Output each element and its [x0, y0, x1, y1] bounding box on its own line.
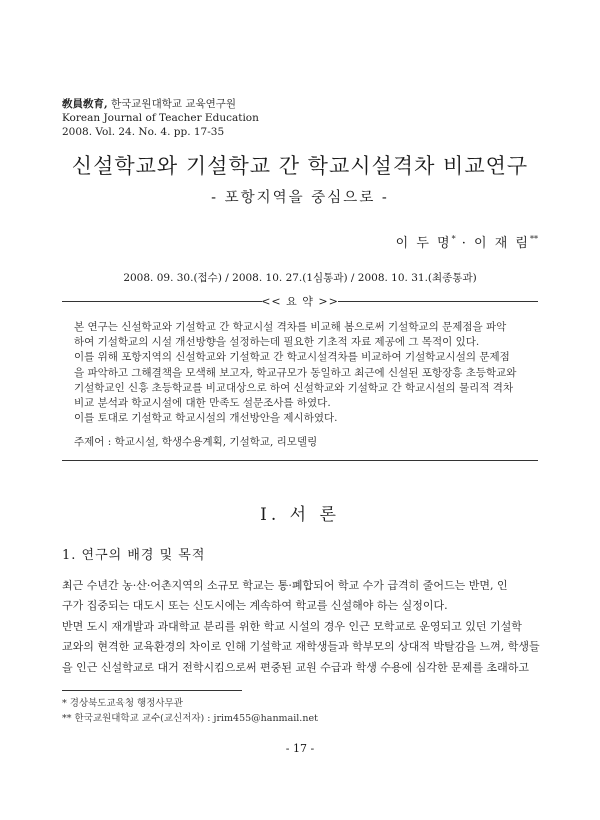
author-2-mark: ** — [530, 234, 538, 244]
section-title: Ⅰ. 서 론 — [260, 505, 340, 525]
keywords: 주제어 : 학교시설, 학생수용계획, 기설학교, 리모델링 — [74, 436, 318, 448]
abstract-line: 이를 토대로 기설학교 학교시설의 개선방안을 제시하였다. — [74, 412, 338, 425]
abstract-bottom-rule — [62, 460, 538, 461]
journal-name-english: Korean Journal of Teacher Education — [62, 112, 259, 124]
author-1: 이 두 명 — [395, 236, 452, 251]
paper-subtitle: - 포항지역을 중심으로 - — [211, 190, 389, 206]
abstract-line: 하여 기설학교의 시설 개선방향을 설정하는데 필요한 기초적 자료 제공에 그 목적이 있다. — [74, 336, 480, 349]
subsection-title: 1. 연구의 배경 및 목적 — [62, 548, 206, 563]
abstract-line: 기설학교인 신흥 초등학교를 비교대상으로 하여 신설학교와 기설학교 간 학교시설의 물리적 격차 — [74, 381, 514, 394]
abstract-line: 본 연구는 신설학교와 기설학교 간 학교시설 격차를 비교해 봄으로써 기설학교의 문제점을 파악 — [74, 321, 507, 333]
abstract-line: 비교 분석과 학교시설에 대한 만족도 설문조사를 하였다. — [74, 397, 331, 410]
body-line: 구가 집중되는 대도시 또는 신도시에는 계속하여 학교를 신설해야 하는 실정이다. — [62, 599, 448, 613]
journal-info — [62, 97, 259, 139]
body-line: 반면 도시 재개발과 과대학교 분리를 위한 학교 시설의 경우 인근 모학교로 운영되고 있던 기설학 — [62, 619, 522, 633]
body-line: 을 인근 신설학교로 대거 전학시킴으로써 편중된 교원 수급과 학생 수용에 심각한 문제를 초래하고 — [62, 660, 529, 674]
body-line: 교와의 현격한 교육환경의 차이로 인해 기설학교 재학생들과 학부모의 상대적 박탈감을 느껴, 학생들 — [62, 640, 540, 654]
abstract-line: 을 파악하고 그해결책을 모색해 보고자, 학교규모가 동일하고 최근에 신설된 포항장흥 초등학교와 — [74, 366, 517, 379]
footnote-1: * 경상북도교육청 행정사무관 — [62, 698, 183, 709]
submission-dates: 2008. 09. 30.(접수) / 2008. 10. 27.(1심통과) / 2008. 10. 31.(최종통과) — [123, 272, 477, 284]
author-separator: · — [461, 236, 468, 251]
author-2: 이 재 림 — [474, 236, 530, 251]
footnote-2: ** 한국교원대학교 교수(교신저자) : jrim455@hanmail.net — [62, 713, 318, 724]
abstract-heading-label: << 요 약 >> — [261, 295, 339, 308]
body-line: 최근 수년간 농·산·어촌지역의 소규모 학교는 통·폐합되어 학교 수가 급격히 줄어드는 반면, 인 — [62, 579, 508, 592]
body-text — [62, 576, 538, 678]
page-number: - 17 - — [285, 742, 315, 755]
abstract — [74, 320, 534, 426]
journal-name-korean: 敎員敎育, 한국교원대학교 교육연구원 — [62, 98, 237, 110]
journal-volume: 2008. Vol. 24. No. 4. pp. 17-35 — [62, 126, 225, 138]
authors — [396, 232, 538, 251]
abstract-line: 이를 위해 포항지역의 신설학교와 기설학교 간 학교시설격차를 비교하여 기설학교시설의 문제점 — [74, 351, 510, 364]
abstract-heading — [62, 293, 538, 309]
footnotes — [62, 696, 318, 726]
paper-title: 신설학교와 기설학교 간 학교시설격차 비교연구 — [71, 154, 529, 178]
footnote-rule — [62, 690, 242, 691]
author-1-mark: * — [451, 234, 456, 244]
